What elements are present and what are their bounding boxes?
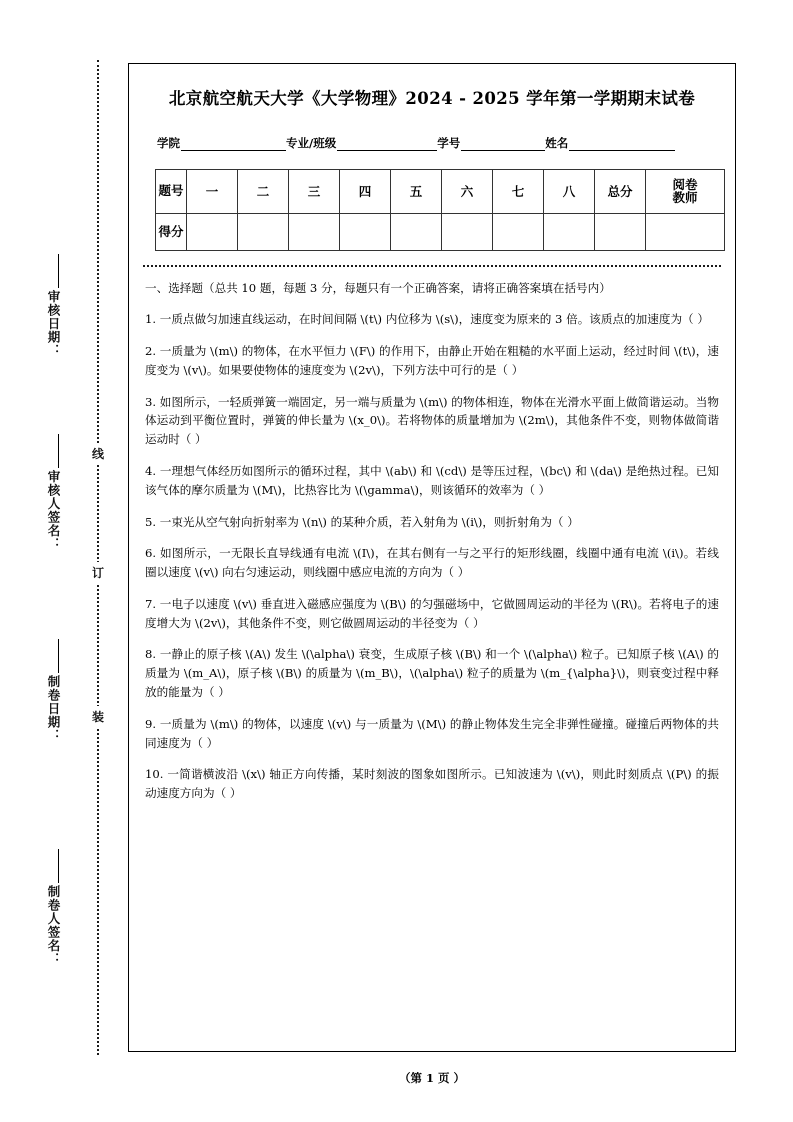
score-cell-grader[interactable] <box>646 213 725 250</box>
score-cell-8[interactable] <box>544 213 595 250</box>
margin-label-1: 审核日期： <box>46 290 61 358</box>
score-table-col-8: 八 <box>544 169 595 213</box>
question-item-3: 3. 如图所示，一轻质弹簧一端固定，另一端与质量为 \(m\) 的物体相连，物体在光滑水平面上做简谐运动。当物体运动到平衡位置时，弹簧的伸长量为 \(x_0\)。若将物体的质量增加为 \(2m\)，其他条件不变，则物体做简谐运动时（ ） <box>145 394 719 447</box>
student-info-line <box>157 135 715 151</box>
score-table-col-1: 一 <box>187 169 238 213</box>
margin-rule-1 <box>58 254 59 288</box>
field-major-class-blank[interactable] <box>337 137 437 151</box>
field-college-blank[interactable] <box>181 137 286 151</box>
section-dotted-divider <box>143 265 721 267</box>
field-student-id <box>437 135 545 151</box>
grader-label-line2: 教师 <box>672 190 698 206</box>
score-table-col-grader <box>646 169 725 213</box>
question-item-1: 1. 一质点做匀加速直线运动，在时间间隔 \(t\) 内位移为 \(s\)，速度变为原来的 3 倍。该质点的加速度为（ ） <box>145 312 709 327</box>
binding-dotted-line <box>97 60 99 1055</box>
score-table-col-7: 七 <box>493 169 544 213</box>
exam-paper-border <box>128 63 736 1052</box>
field-student-id-blank[interactable] <box>461 137 545 151</box>
question-item-6: 6. 如图所示，一无限长直导线通有电流 \(I\)，在其右侧有一与之平行的矩形线圈，线圈中通有电流 \(i\)。若线圈以速度 \(v\) 向右匀速运动，则线圈中感应电流的方向为（ ） <box>145 546 719 580</box>
field-name-label: 姓名 <box>545 135 569 150</box>
score-cell-6[interactable] <box>442 213 493 250</box>
field-name <box>545 135 675 151</box>
score-table-col-6: 六 <box>442 169 493 213</box>
question-item-4: 4. 一理想气体经历如图所示的循环过程，其中 \(ab\) 和 \(cd\) 是等压过程，\(bc\) 和 \(da\) 是绝热过程。已知该气体的摩尔质量为 \(M\)，比热容比为 \(\gamma\)，则该循环的效率为（ ） <box>145 463 719 497</box>
binding-char-3: 装 <box>88 706 108 727</box>
margin-label-3: 制卷日期： <box>46 675 61 743</box>
score-table <box>155 169 725 251</box>
field-major-class-label: 专业/班级 <box>286 135 337 150</box>
score-table-row-score-label: 得分 <box>156 213 187 250</box>
section-heading: 一、选择题（总共 10 题，每题 3 分，每题只有一个正确答案，请将正确答案填在括号内） <box>145 280 611 295</box>
question-item-8: 8. 一静止的原子核 \(A\) 发生 \(\alpha\) 衰变，生成原子核 \(B\) 和一个 \(\alpha\) 粒子。已知原子核 \(A\) 的质量为 \(m_A\)，原子核 \(B\) 的质量为 \(m_B\)，\(\alpha\) 粒子的质量为 \(m_{\alpha}\)，则衰变过程中释放的能量为（ ） <box>145 647 719 700</box>
score-table-col-4: 四 <box>340 169 391 213</box>
score-cell-2[interactable] <box>238 213 289 250</box>
question-item-9: 9. 一质量为 \(m\) 的物体，以速度 \(v\) 与一质量为 \(M\) 的静止物体发生完全非弹性碰撞。碰撞后两物体的共同速度为（ ） <box>145 716 719 750</box>
margin-rule-4 <box>58 849 59 883</box>
margin-rule-3 <box>58 639 59 673</box>
table-row-question-numbers <box>156 169 725 213</box>
score-cell-3[interactable] <box>289 213 340 250</box>
score-table-col-total: 总分 <box>595 169 646 213</box>
field-major-class <box>286 135 437 151</box>
field-student-id-label: 学号 <box>437 135 461 150</box>
grader-label-line1: 阅卷 <box>672 176 698 192</box>
field-college-label: 学院 <box>157 135 180 150</box>
score-table-col-5: 五 <box>391 169 442 213</box>
question-body <box>145 279 719 803</box>
page-marker: （第 1 页 ） <box>398 1071 465 1085</box>
score-table-col-2: 二 <box>238 169 289 213</box>
score-cell-1[interactable] <box>187 213 238 250</box>
score-cell-7[interactable] <box>493 213 544 250</box>
left-margin <box>0 0 122 1122</box>
score-cell-5[interactable] <box>391 213 442 250</box>
question-item-2: 2. 一质量为 \(m\) 的物体，在水平恒力 \(F\) 的作用下，由静止开始在粗糙的水平面上运动，经过时间 \(t\)，速度变为 \(v\)。如果要使物体的速度变为 \(2v\)，下列方法中可行的是（ ） <box>145 344 719 377</box>
margin-rule-2 <box>58 434 59 468</box>
margin-label-2: 审核人签名： <box>46 470 61 551</box>
score-cell-4[interactable] <box>340 213 391 250</box>
binding-char-2: 订 <box>88 562 108 583</box>
field-college <box>157 135 286 151</box>
question-item-7: 7. 一电子以速度 \(v\) 垂直进入磁感应强度为 \(B\) 的匀强磁场中，它做圆周运动的半径为 \(R\)。若将电子的速度增大为 \(2v\)，其他条件不变，则它做圆周运动的半径变为（ ） <box>145 596 719 630</box>
binding-char-1: 线 <box>88 443 108 464</box>
field-name-blank[interactable] <box>569 137 675 151</box>
table-row-scores <box>156 213 725 250</box>
score-cell-total[interactable] <box>595 213 646 250</box>
question-item-5: 5. 一束光从空气射向折射率为 \(n\) 的某种介质，若入射角为 \(i\)，则折射角为（ ） <box>145 514 579 529</box>
page-title: 北京航空航天大学《大学物理》2024 - 2025 学年第一学期期末试卷 <box>168 89 696 108</box>
score-table-col-3: 三 <box>289 169 340 213</box>
question-item-10: 10. 一简谐横波沿 \(x\) 轴正方向传播，某时刻波的图象如图所示。已知波速为 \(v\)，则此时刻质点 \(P\) 的振动速度方向为（ ） <box>145 767 719 801</box>
margin-label-4: 制卷人签名： <box>46 885 61 966</box>
score-table-row-header-label: 题号 <box>156 169 187 213</box>
